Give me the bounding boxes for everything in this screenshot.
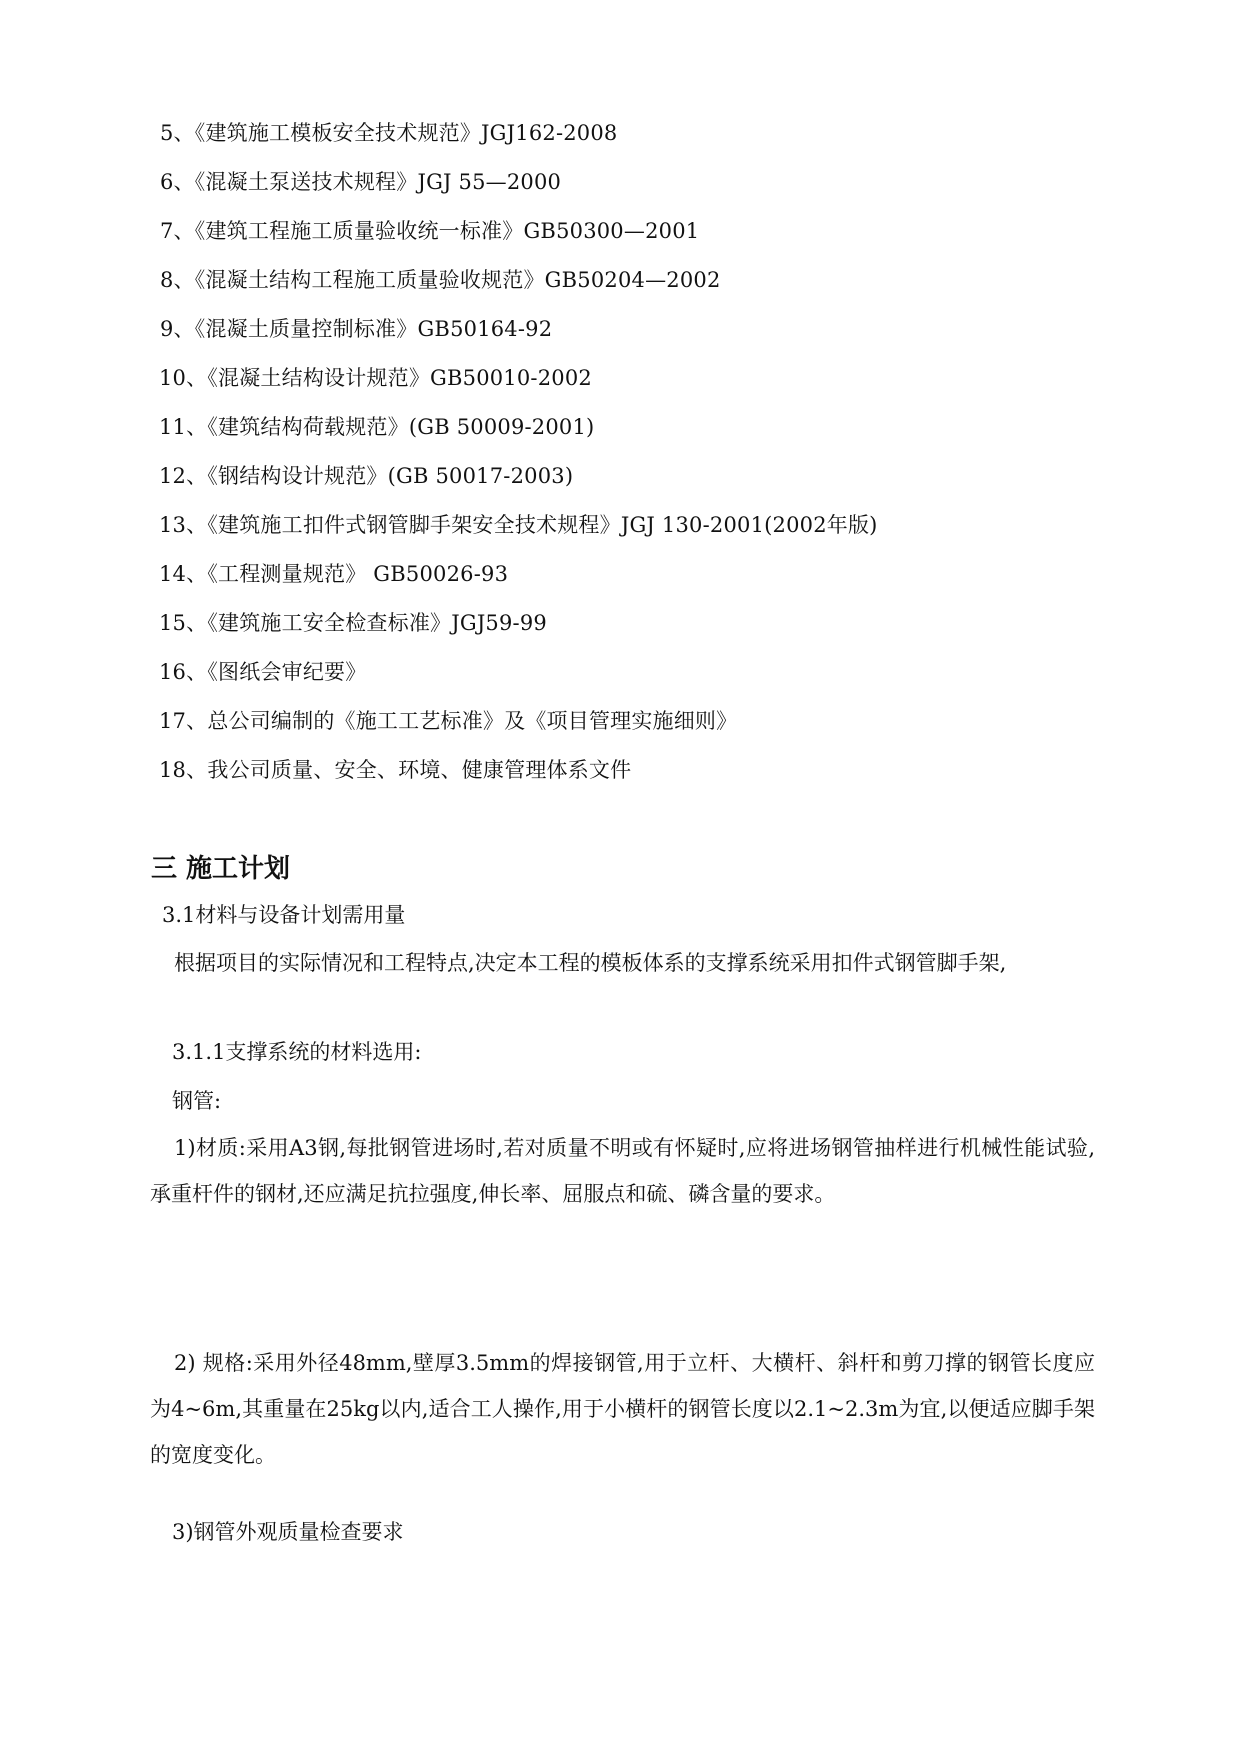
reference-item: 16、《图纸会审纪要》: [159, 660, 367, 684]
reference-item: 11、《建筑结构荷载规范》(GB 50009-2001): [159, 415, 595, 439]
material-paragraph: 1)材质:采用A3钢,每批钢管进场时,若对质量不明或有怀疑时,应将进场钢管抽样进行机械性能试验,承重杆件的钢材,还应满足抗拉强度,伸长率、屈服点和硫、磷含量的要求。: [150, 1136, 1095, 1206]
reference-item: 9、《混凝土质量控制标准》GB50164-92: [160, 317, 553, 341]
subsection-311-heading: 3.1.1支撑系统的材料选用:: [172, 1040, 422, 1064]
reference-item: 14、《工程测量规范》 GB50026-93: [159, 562, 509, 586]
subsection-heading: 3.1材料与设备计划需用量: [162, 903, 406, 927]
reference-item: 5、《建筑施工模板安全技术规范》JGJ162-2008: [160, 121, 618, 145]
reference-item: 17、总公司编制的《施工工艺标准》及《项目管理实施细则》: [159, 709, 738, 733]
specification-paragraph: 2) 规格:采用外径48mm,壁厚3.5mm的焊接钢管,用于立杆、大横杆、斜杆和剪刀撑的钢管长度应为4~6m,其重量在25kg以内,适合工人操作,用于小横杆的钢管长度以2.1~2.3m为宜,以便适应脚手架的宽度变化。: [150, 1351, 1095, 1467]
reference-item: 18、我公司质量、安全、环境、健康管理体系文件: [159, 758, 632, 782]
reference-item: 13、《建筑施工扣件式钢管脚手架安全技术规程》JGJ 130-2001(2002年版): [159, 513, 878, 537]
reference-item: 12、《钢结构设计规范》(GB 50017-2003): [159, 464, 574, 488]
intro-paragraph: 根据项目的实际情况和工程特点,决定本工程的模板体系的支撑系统采用扣件式钢管脚手架,: [174, 951, 1007, 975]
reference-item: 10、《混凝土结构设计规范》GB50010-2002: [159, 366, 592, 390]
reference-item: 7、《建筑工程施工质量验收统一标准》GB50300—2001: [160, 219, 700, 243]
reference-item: 15、《建筑施工安全检查标准》JGJ59-99: [159, 611, 547, 635]
reference-list: [0, 118, 1241, 804]
section-heading: 三 施工计划: [151, 854, 291, 884]
reference-item: 6、《混凝土泵送技术规程》JGJ 55—2000: [160, 170, 562, 194]
reference-item: 8、《混凝土结构工程施工质量验收规范》GB50204—2002: [160, 268, 721, 292]
steel-pipe-label: 钢管:: [172, 1089, 222, 1113]
inspection-heading: 3)钢管外观质量检查要求: [172, 1520, 404, 1544]
